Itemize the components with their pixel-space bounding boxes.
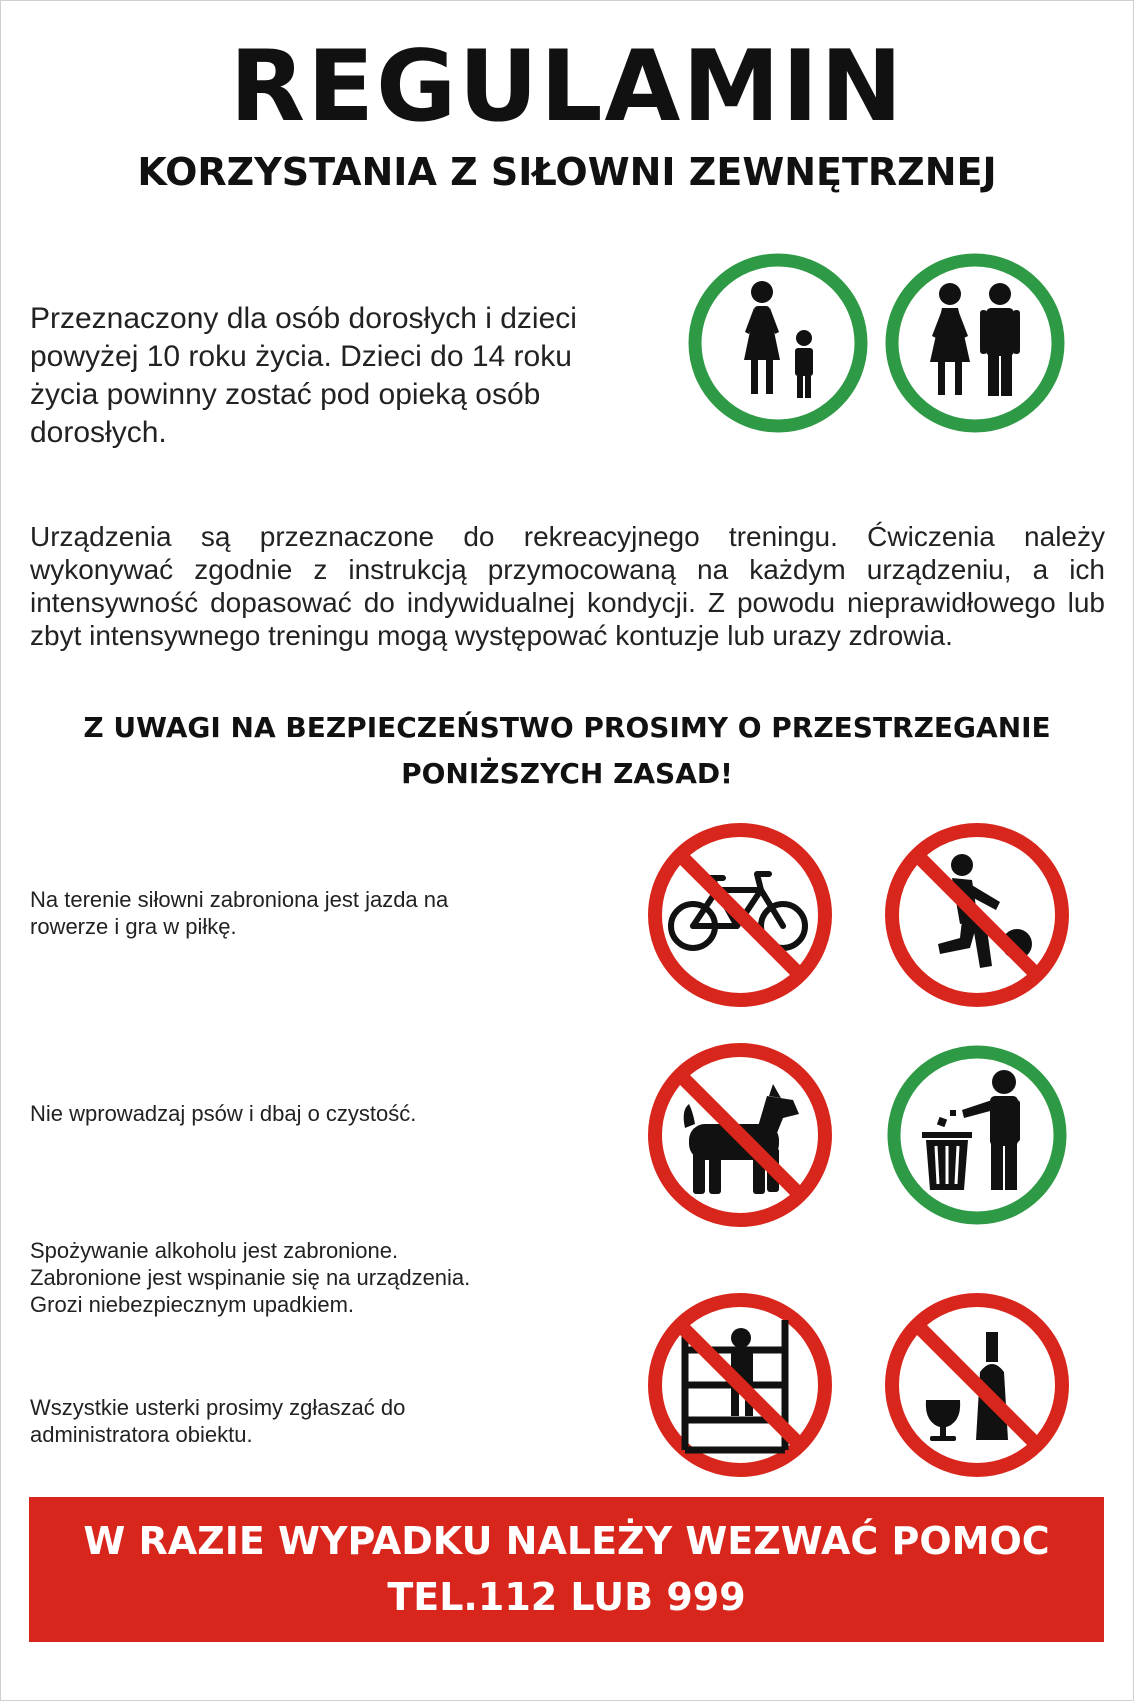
no-climbing-icon [645,1290,835,1480]
no-alcohol-icon [882,1290,1072,1480]
emergency-banner [29,1497,1104,1642]
no-dogs-icon [645,1040,835,1230]
no-ball-games-icon [882,820,1072,1010]
emergency-line: W RAZIE WYPADKU NALEŻY WEZWAĆ POMOC [83,1519,1050,1563]
usage-paragraph: Urządzenia są przeznaczone do rekreacyjnego treningu. Ćwiczenia należy wykonywać zgodnie z instrukcją przymocowaną na każdym urządzeniu, a ich intensywność dopasować do indywidualnej kondycji. Z powodu nieprawidłowego lub zbyt intensywnego treningu mogą występować kontuzje lub urazy zdrowia. [30,521,1105,651]
intro-line: Przeznaczony dla osób dorosłych i dzieci [30,302,577,335]
rule-line: Na terenie siłowni zabroniona jest jazda na [30,887,449,912]
safety-heading [20,705,1114,797]
intro-line: dorosłych. [30,416,167,449]
safety-heading-line: Z UWAGI NA BEZPIECZEŃSTWO PROSIMY O PRZESTRZEGANIE [83,711,1051,744]
no-bicycle-icon [645,820,835,1010]
rule-alcohol-climbing [30,1237,570,1318]
rule-line: Grozi niebezpiecznym upadkiem. [30,1292,355,1317]
safety-heading-line: PONIŻSZYCH ZASAD! [401,757,733,790]
use-trash-bin-icon [882,1040,1072,1230]
rule-line: Wszystkie usterki prosimy zgłaszać do [30,1395,406,1420]
rule-line: rowerze i gra w piłkę. [30,914,237,939]
adult-and-child-icon [685,250,871,436]
rule-dogs-cleanliness [30,1100,570,1127]
intro-line: życia powinny zostać pod opieką osób [30,378,541,411]
rule-line: Nie wprowadzaj psów i dbaj o czystość. [30,1101,417,1126]
two-adults-icon [882,250,1068,436]
intro-line: powyżej 10 roku życia. Dzieci do 14 roku [30,340,572,373]
rule-line: Zabronione jest wspinanie się na urządzenia. [30,1265,471,1290]
emergency-phone: TEL.112 LUB 999 [387,1575,746,1619]
intro-paragraph [30,300,670,452]
rule-line: administratora obiektu. [30,1422,253,1447]
page-subtitle: KORZYSTANIA Z SIŁOWNI ZEWNĘTRZNEJ [137,150,997,194]
page-title: REGULAMIN [229,30,905,144]
rule-bikes-ball [30,886,570,940]
rule-line: Spożywanie alkoholu jest zabronione. [30,1238,399,1263]
rule-report-faults [30,1394,570,1448]
